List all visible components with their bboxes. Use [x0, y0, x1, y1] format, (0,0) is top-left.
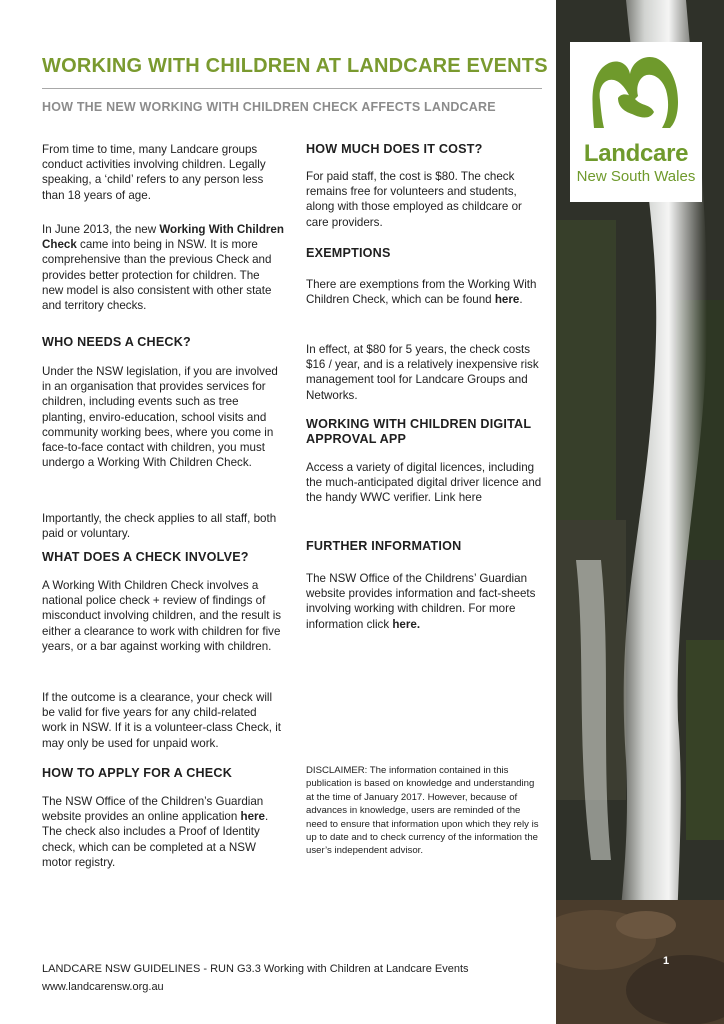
intro-text-rest: came into being in NSW. It is more comprehensive than the previous Check and provides better protection for children. The new model is also consistent with other state and territory checks. [42, 238, 272, 313]
app-heading: WORKING WITH CHILDREN DIGITAL APPROVAL APP [306, 417, 532, 446]
page-number: 1 [663, 955, 670, 967]
who-needs-paragraph-1: Under the NSW legislation, if you are involved in an organisation that provides services for children, including events such as tree planting, enviro-education, school visits and community working bees, where you come in face-to-face contact with children, you must undergo a Working With Children Check. [42, 365, 278, 470]
page-subtitle: HOW THE NEW WORKING WITH CHILDREN CHECK AFFECTS LANDCARE [42, 100, 496, 114]
logo-wordmark: Landcare [583, 140, 689, 167]
footer-website[interactable]: www.landcarensw.org.au [42, 981, 164, 993]
logo-region: New South Wales [576, 168, 696, 185]
wwcc-term: Working With Children Check [42, 223, 284, 252]
involve-paragraph-2: If the outcome is a clearance, your check will be valid for five years for any child-related work in NSW. If it is a volunteer-class Check, it may only be used for unpaid work. [42, 691, 282, 750]
intro-paragraph-2 [42, 222, 284, 313]
apply-text-rest: . The check also includes a Proof of Identity check, which can be completed at a NSW motor registry. [42, 810, 269, 869]
intro-text: In June 2013, the new [42, 223, 160, 236]
title-divider [42, 88, 542, 89]
intro-paragraph-1: From time to time, many Landcare groups conduct activities involving children. Legally speaking, a ‘child’ refers to any person less than 18 years of age. [42, 143, 266, 202]
further-info-heading: FURTHER INFORMATION [306, 539, 462, 553]
exemptions-text: There are exemptions from the Working With Children Check, which can be found [306, 278, 537, 307]
disclaimer: DISCLAIMER: The information contained in this publication is based on knowledge and understanding at the time of January 2017. However, because of advances in knowledge, users are reminded of the need to ensure that information upon which they rely is up to date and to check currency of the information the user’s independent advisor. [306, 765, 539, 857]
involve-heading: WHAT DOES A CHECK INVOLVE? [42, 550, 249, 564]
exemptions-link[interactable]: here [494, 293, 520, 307]
exemptions-text-rest: . [519, 293, 523, 307]
right-column [306, 142, 546, 902]
apply-paragraph [42, 794, 284, 870]
exemptions-paragraph-1 [306, 277, 546, 307]
apply-text: The NSW Office of the Children’s Guardian website provides an online application [42, 795, 264, 824]
hands-heart-icon [570, 42, 702, 137]
page-title: WORKING WITH CHILDREN AT LANDCARE EVENTS [42, 55, 548, 77]
left-column [42, 142, 284, 882]
cost-paragraph: For paid staff, the cost is $80. The check remains free for volunteers and students, along with those employed as childcare or care providers. [306, 170, 522, 229]
apply-link[interactable]: here [240, 810, 266, 824]
further-info-paragraph [306, 571, 546, 632]
exemptions-paragraph-2: In effect, at $80 for 5 years, the check costs $16 / year, and is a relatively inexpensive risk management tool for Landcare Groups and Networks. [306, 343, 539, 402]
app-paragraph: Access a variety of digital licences, including the much-anticipated digital driver licence and the handy WWC verifier. Link here [306, 461, 542, 505]
footer-guideline: LANDCARE NSW GUIDELINES - RUN G3.3 Working with Children at Landcare Events [42, 963, 469, 975]
involve-paragraph-1: A Working With Children Check involves a national police check + review of findings of misconduct involving children, and the result is either a clearance to work with children for five years, or a bar against working with children. [42, 579, 282, 653]
further-info-text: The NSW Office of the Childrens’ Guardian website provides information and fact-sheets involving working with children. For more information click [306, 572, 536, 631]
further-info-link[interactable]: here. [392, 617, 421, 631]
who-needs-paragraph-2: Importantly, the check applies to all staff, both paid or voluntary. [42, 512, 277, 541]
cost-heading: HOW MUCH DOES IT COST? [306, 142, 483, 156]
apply-heading: HOW TO APPLY FOR A CHECK [42, 766, 232, 780]
exemptions-heading: EXEMPTIONS [306, 246, 391, 260]
landcare-logo [570, 42, 702, 202]
who-needs-heading: WHO NEEDS A CHECK? [42, 335, 191, 349]
